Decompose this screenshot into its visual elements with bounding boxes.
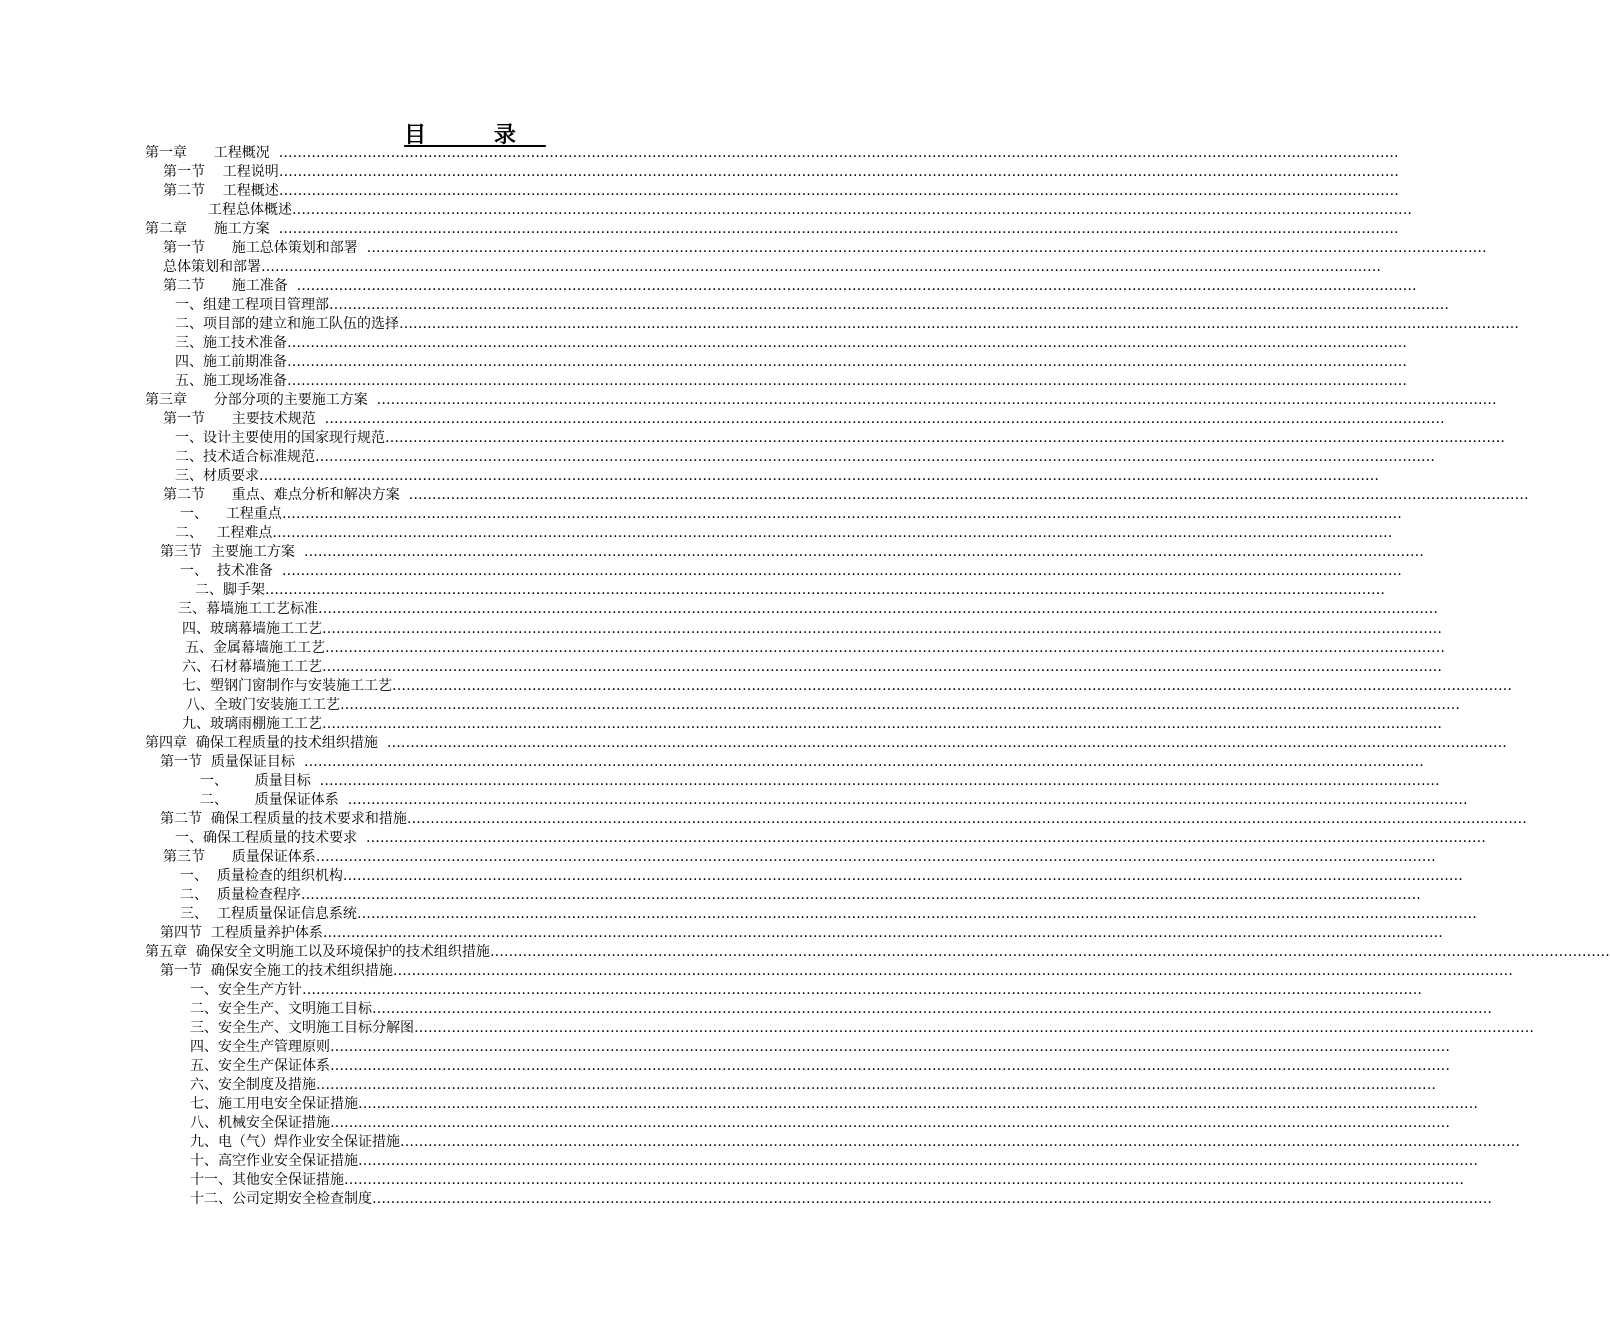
dot-leader: …………………………………………………………………………………………………………………………………………………………………………………………………………………… bbox=[356, 905, 1477, 922]
toc-entry-label: 二、 质量检查程序 bbox=[180, 886, 301, 903]
toc-entry bbox=[160, 543, 1424, 562]
dot-leader: …………………………………………………………………………………………………………………………………………………………………………………………………………………… bbox=[259, 468, 1379, 485]
toc-entry bbox=[175, 296, 1449, 315]
toc-entry bbox=[175, 829, 1486, 848]
dot-leader: …………………………………………………………………………………………………………………………………………………………………………………………………………………… bbox=[372, 1000, 1492, 1017]
dot-leader: …………………………………………………………………………………………………………………………………………………………………………………………………………………… bbox=[278, 164, 1399, 181]
dot-leader: …………………………………………………………………………………………………………………………………………………………………………………………………………………… bbox=[372, 1191, 1492, 1208]
dot-leader: …………………………………………………………………………………………………………………………………………………………………………………………………………………… bbox=[342, 867, 1463, 884]
dot-leader: …………………………………………………………………………………………………………………………………………………………………………………………………………………… bbox=[322, 715, 1442, 732]
toc-entry-label: 第二节 重点、难点分析和解决方案 bbox=[163, 487, 409, 504]
toc-entry-label: 八、机械安全保证措施 bbox=[190, 1115, 330, 1132]
toc-entry-label: 第三章 分部分项的主要施工方案 bbox=[145, 392, 377, 409]
toc-entry-label: 一、组建工程项目管理部 bbox=[175, 297, 329, 314]
toc-entry-label: 四、玻璃幕墙施工工艺 bbox=[182, 620, 322, 637]
toc-entry-label: 第四节 工程质量养护体系 bbox=[160, 924, 323, 941]
dot-leader: …………………………………………………………………………………………………………………………………………………………………………………………………………………… bbox=[358, 1153, 1478, 1170]
toc-entry-label: 一、 质量目标 bbox=[200, 772, 320, 789]
toc-entry-label: 二、脚手架 bbox=[195, 582, 265, 599]
dot-leader: …………………………………………………………………………………………………………………………………………………………………………………………………………………… bbox=[265, 582, 1385, 599]
dot-leader: …………………………………………………………………………………………………………………………………………………………………………………………………………………… bbox=[358, 1096, 1478, 1112]
toc-entry-label: 二、安全生产、文明施工目标 bbox=[190, 1000, 372, 1017]
toc-entry-label: 十一、其他安全保证措施 bbox=[190, 1172, 344, 1189]
toc-entry bbox=[175, 524, 1393, 543]
dot-leader: …………………………………………………………………………………………………………………………………………………………………………………………………………………… bbox=[386, 734, 1507, 751]
toc-entry bbox=[190, 1057, 1450, 1076]
toc-entry bbox=[180, 886, 1421, 905]
toc-entry-label: 一、 技术准备 bbox=[180, 563, 282, 580]
toc-entry bbox=[160, 962, 1513, 981]
toc-entry-label: 工程总体概述 bbox=[208, 202, 292, 219]
toc-entry bbox=[190, 1171, 1464, 1190]
dot-leader: …………………………………………………………………………………………………………………………………………………………………………………………………………………… bbox=[366, 240, 1487, 257]
toc-entry bbox=[190, 1000, 1492, 1019]
toc-entry bbox=[145, 391, 1497, 410]
toc-entry bbox=[175, 315, 1519, 334]
dot-leader: …………………………………………………………………………………………………………………………………………………………………………………………………………………… bbox=[330, 1057, 1450, 1074]
dot-leader: …………………………………………………………………………………………………………………………………………………………………………………………………………………… bbox=[319, 772, 1440, 789]
dot-leader: …………………………………………………………………………………………………………………………………………………………………………………………………………………… bbox=[400, 1134, 1520, 1151]
dot-leader: …………………………………………………………………………………………………………………………………………………………………………………………………………………… bbox=[408, 487, 1529, 504]
dot-leader: …………………………………………………………………………………………………………………………………………………………………………………………………………………… bbox=[330, 1038, 1450, 1055]
toc-entry bbox=[190, 1019, 1534, 1038]
toc-entry bbox=[180, 867, 1463, 886]
dot-leader: …………………………………………………………………………………………………………………………………………………………………………………………………………………… bbox=[278, 183, 1399, 200]
toc-entry-label: 七、施工用电安全保证措施 bbox=[190, 1096, 358, 1112]
dot-leader: …………………………………………………………………………………………………………………………………………………………………………………………………………………… bbox=[292, 202, 1412, 219]
toc-entry-label: 九、电（气）焊作业安全保证措施 bbox=[190, 1134, 400, 1151]
toc-entry-label: 七、塑钢门窗制作与安装施工工艺 bbox=[182, 677, 392, 694]
dot-leader: …………………………………………………………………………………………………………………………………………………………………………………………………………………… bbox=[287, 335, 1407, 352]
dot-leader: …………………………………………………………………………………………………………………………………………………………………………………………………………………… bbox=[272, 525, 1393, 542]
toc-title: 目 录 bbox=[404, 122, 546, 148]
dot-leader: …………………………………………………………………………………………………………………………………………………………………………………………………………………… bbox=[489, 943, 1610, 960]
toc-entry bbox=[208, 201, 1412, 220]
toc-entry bbox=[182, 620, 1442, 639]
toc-entry-label: 一、确保工程质量的技术要求 bbox=[175, 829, 366, 846]
toc-entry-label: 第一章 工程概况 bbox=[145, 145, 279, 161]
toc-entry-label: 三、 工程质量保证信息系统 bbox=[180, 905, 357, 922]
toc-entry bbox=[190, 1114, 1450, 1133]
toc-entry-label: 五、安全生产保证体系 bbox=[190, 1057, 330, 1074]
toc-entry-label: 一、安全生产方针 bbox=[190, 981, 302, 998]
toc-entry-label: 第二章 施工方案 bbox=[145, 221, 279, 238]
toc-entry bbox=[145, 734, 1507, 753]
dot-leader: …………………………………………………………………………………………………………………………………………………………………………………………………………………… bbox=[322, 658, 1442, 675]
toc-entry bbox=[195, 581, 1385, 600]
dot-leader: …………………………………………………………………………………………………………………………………………………………………………………………………………………… bbox=[392, 677, 1512, 694]
toc-entry-label: 四、施工前期准备 bbox=[175, 354, 287, 371]
dot-leader: …………………………………………………………………………………………………………………………………………………………………………………………………………………… bbox=[322, 620, 1442, 637]
toc-entry-label: 二、 质量保证体系 bbox=[200, 791, 348, 808]
toc-entry bbox=[145, 943, 1610, 962]
dot-leader: …………………………………………………………………………………………………………………………………………………………………………………………………………………… bbox=[287, 354, 1407, 371]
toc-entry bbox=[190, 1038, 1450, 1057]
dot-leader: …………………………………………………………………………………………………………………………………………………………………………………………………………………… bbox=[315, 848, 1436, 865]
dot-leader: …………………………………………………………………………………………………………………………………………………………………………………………………………………… bbox=[347, 791, 1468, 808]
dot-leader: …………………………………………………………………………………………………………………………………………………………………………………………………………………… bbox=[296, 278, 1417, 295]
dot-leader: …………………………………………………………………………………………………………………………………………………………………………………………………………………… bbox=[385, 430, 1505, 447]
toc-entry bbox=[163, 163, 1399, 182]
toc-entry bbox=[145, 220, 1399, 239]
toc-entry-label: 一、 质量检查的组织机构 bbox=[180, 867, 343, 884]
dot-leader: …………………………………………………………………………………………………………………………………………………………………………………………………………………… bbox=[344, 1172, 1464, 1189]
toc-entry-label: 九、玻璃雨棚施工工艺 bbox=[182, 715, 322, 732]
toc-entry bbox=[163, 277, 1417, 296]
toc-entry bbox=[190, 1152, 1478, 1171]
toc-entry-label: 三、安全生产、文明施工目标分解图 bbox=[190, 1019, 414, 1036]
dot-leader: …………………………………………………………………………………………………………………………………………………………………………………………………………………… bbox=[329, 297, 1449, 314]
toc-entry-label: 三、施工技术准备 bbox=[175, 335, 287, 352]
dot-leader: …………………………………………………………………………………………………………………………………………………………………………………………………………………… bbox=[376, 392, 1497, 409]
dot-leader: …………………………………………………………………………………………………………………………………………………………………………………………………………………… bbox=[399, 316, 1519, 333]
toc-entry bbox=[190, 1076, 1436, 1095]
toc-entry bbox=[160, 753, 1424, 772]
toc-entry-label: 六、石材幕墙施工工艺 bbox=[182, 658, 322, 675]
toc-entry-label: 六、安全制度及措施 bbox=[190, 1076, 316, 1093]
toc-entry bbox=[175, 372, 1407, 391]
toc-entry-label: 十二、公司定期安全检查制度 bbox=[190, 1191, 372, 1208]
toc-entry bbox=[175, 334, 1407, 353]
toc-entry bbox=[175, 448, 1435, 467]
toc-entry-label: 第五章 确保安全文明施工以及环境保护的技术组织措施 bbox=[145, 943, 490, 960]
dot-leader: …………………………………………………………………………………………………………………………………………………………………………………………………………………… bbox=[322, 924, 1443, 941]
toc-entry-label: 四、安全生产管理原则 bbox=[190, 1038, 330, 1055]
dot-leader: …………………………………………………………………………………………………………………………………………………………………………………………………………………… bbox=[303, 753, 1424, 770]
toc-entry bbox=[163, 239, 1487, 258]
toc-entry-label: 二、技术适合标准规范 bbox=[175, 449, 315, 466]
toc-entry bbox=[182, 677, 1512, 696]
toc-entry-label: 十、高空作业安全保证措施 bbox=[190, 1153, 358, 1170]
dot-leader: …………………………………………………………………………………………………………………………………………………………………………………………………………………… bbox=[315, 449, 1435, 466]
dot-leader: …………………………………………………………………………………………………………………………………………………………………………………………………………………… bbox=[365, 829, 1486, 846]
dot-leader: …………………………………………………………………………………………………………………………………………………………………………………………………………………… bbox=[316, 1076, 1436, 1093]
toc-entry-label: 第四章 确保工程质量的技术组织措施 bbox=[145, 734, 387, 751]
toc-entry-label: 一、设计主要使用的国家现行规范 bbox=[175, 430, 385, 447]
toc-entry-label: 二、项目部的建立和施工队伍的选择 bbox=[175, 316, 399, 333]
toc-entry-label: 第一节 确保安全施工的技术组织措施 bbox=[160, 962, 393, 979]
toc-entry bbox=[163, 182, 1399, 201]
toc-entry bbox=[190, 1190, 1492, 1209]
dot-leader: …………………………………………………………………………………………………………………………………………………………………………………………………………………… bbox=[303, 544, 1424, 561]
toc-entry bbox=[175, 429, 1505, 448]
dot-leader: …………………………………………………………………………………………………………………………………………………………………………………………………………………… bbox=[261, 259, 1381, 276]
toc-entry-label: 第三节 质量保证体系 bbox=[163, 848, 316, 865]
toc-entry-label: 第三节 主要施工方案 bbox=[160, 544, 304, 561]
toc-entry-label: 二、 工程难点 bbox=[175, 525, 273, 542]
toc-entry-label: 第一节 施工总体策划和部署 bbox=[163, 240, 367, 257]
toc-entry-label: 第一节 工程说明 bbox=[163, 164, 279, 181]
toc-entry-label: 五、金属幕墙施工工艺 bbox=[185, 639, 325, 656]
toc-entry bbox=[185, 639, 1445, 658]
toc-entry bbox=[186, 696, 1460, 715]
toc-entry bbox=[180, 905, 1477, 924]
toc-entry-label: 五、施工现场准备 bbox=[175, 373, 287, 390]
dot-leader: …………………………………………………………………………………………………………………………………………………………………………………………………………………… bbox=[281, 506, 1402, 523]
toc-entry bbox=[190, 981, 1422, 1000]
toc-entry-label: 第一节 主要技术规范 bbox=[163, 411, 325, 428]
dot-leader: …………………………………………………………………………………………………………………………………………………………………………………………………………………… bbox=[318, 601, 1438, 618]
dot-leader: …………………………………………………………………………………………………………………………………………………………………………………………………………………… bbox=[278, 221, 1399, 238]
dot-leader: …………………………………………………………………………………………………………………………………………………………………………………………………………………… bbox=[330, 1115, 1450, 1132]
toc-entry bbox=[182, 715, 1442, 734]
toc-entry bbox=[200, 791, 1468, 810]
toc-entry-label: 三、幕墙施工工艺标准 bbox=[178, 601, 318, 618]
toc-entry-label: 八、全玻门安装施工工艺 bbox=[186, 696, 340, 713]
toc-entry bbox=[180, 505, 1402, 524]
dot-leader: …………………………………………………………………………………………………………………………………………………………………………………………………………………… bbox=[300, 886, 1421, 903]
toc-entry-label: 第二节 工程概述 bbox=[163, 183, 279, 200]
toc-entry bbox=[175, 467, 1379, 486]
toc-entry-label: 三、材质要求 bbox=[175, 468, 259, 485]
toc-entry bbox=[182, 658, 1442, 677]
toc-entry bbox=[163, 848, 1436, 867]
dot-leader: …………………………………………………………………………………………………………………………………………………………………………………………………………………… bbox=[340, 696, 1460, 713]
toc-entry-label: 第二节 施工准备 bbox=[163, 278, 297, 295]
dot-leader: …………………………………………………………………………………………………………………………………………………………………………………………………………………… bbox=[281, 563, 1402, 580]
toc-entry bbox=[200, 772, 1440, 791]
toc-entry bbox=[190, 1133, 1520, 1152]
toc-entry bbox=[145, 144, 1399, 163]
toc-entry bbox=[160, 810, 1527, 829]
toc-entry bbox=[178, 600, 1438, 619]
dot-leader: …………………………………………………………………………………………………………………………………………………………………………………………………………………… bbox=[406, 810, 1527, 827]
toc-entry bbox=[163, 410, 1445, 429]
dot-leader: …………………………………………………………………………………………………………………………………………………………………………………………………………………… bbox=[325, 639, 1445, 656]
toc-entry bbox=[163, 486, 1529, 505]
toc-entry bbox=[163, 258, 1381, 277]
toc-entry-label: 第二节 确保工程质量的技术要求和措施 bbox=[160, 810, 407, 827]
toc-entry bbox=[160, 924, 1443, 943]
toc-entry-label: 总体策划和部署 bbox=[163, 259, 261, 276]
dot-leader: …………………………………………………………………………………………………………………………………………………………………………………………………………………… bbox=[287, 373, 1407, 390]
dot-leader: …………………………………………………………………………………………………………………………………………………………………………………………………………………… bbox=[392, 962, 1513, 979]
dot-leader: …………………………………………………………………………………………………………………………………………………………………………………………………………………… bbox=[278, 145, 1399, 161]
dot-leader: …………………………………………………………………………………………………………………………………………………………………………………………………………………… bbox=[302, 981, 1422, 998]
toc-entry-label: 第一节 质量保证目标 bbox=[160, 753, 304, 770]
toc-entry bbox=[180, 562, 1402, 581]
toc-entry bbox=[175, 353, 1407, 372]
toc-entry-label: 一、 工程重点 bbox=[180, 506, 282, 523]
dot-leader: …………………………………………………………………………………………………………………………………………………………………………………………………………………… bbox=[324, 411, 1445, 428]
dot-leader: …………………………………………………………………………………………………………………………………………………………………………………………………………………… bbox=[414, 1019, 1534, 1036]
toc-entry bbox=[190, 1095, 1478, 1114]
